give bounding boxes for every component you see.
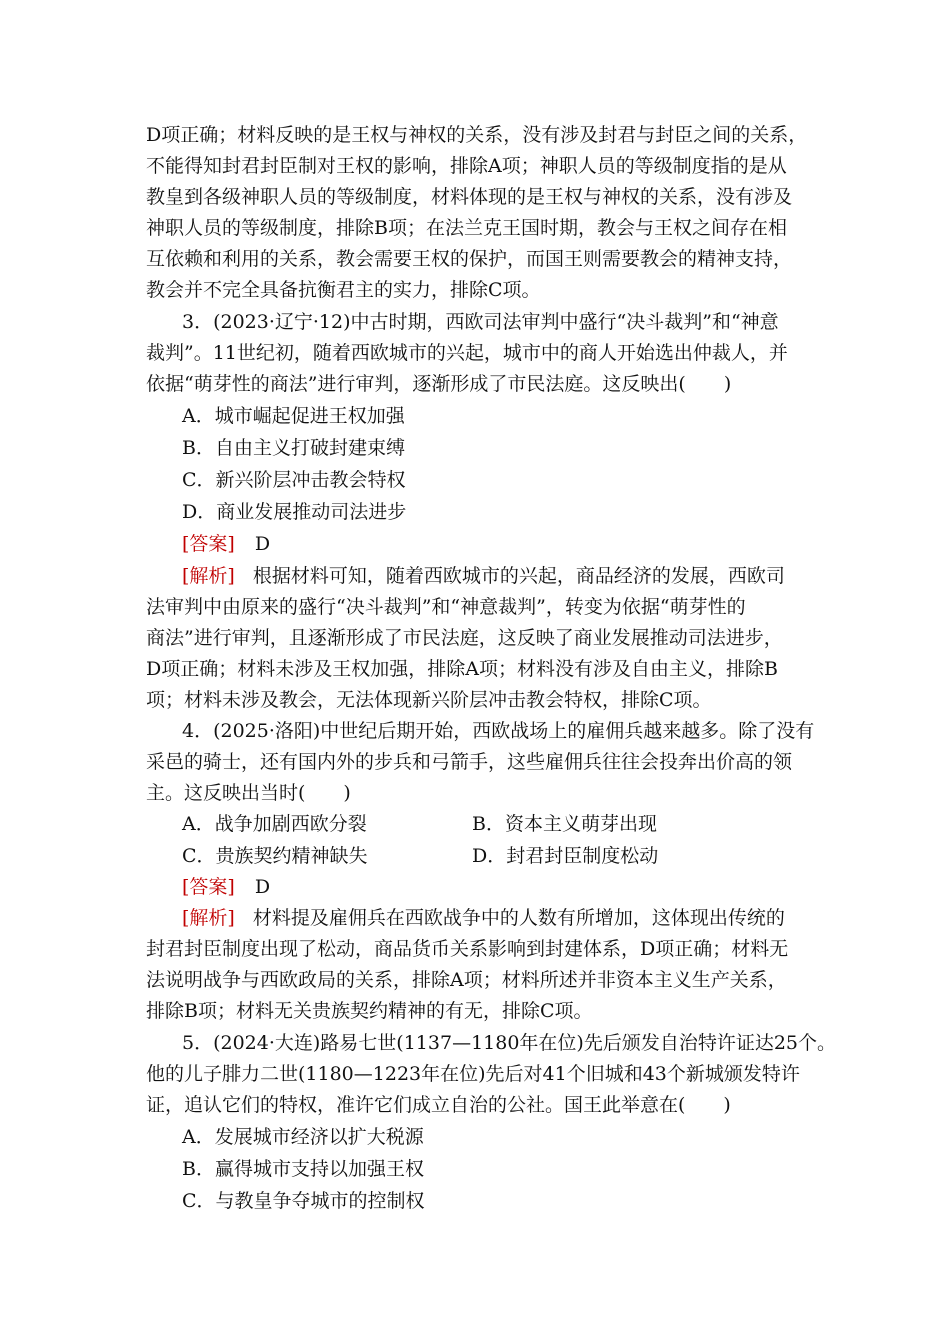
question-3-stem: 裁判”。11世纪初，随着西欧城市的兴起，城市中的商人开始选出仲裁人，并 <box>146 342 788 364</box>
option-c: C．新兴阶层冲击教会特权 <box>182 469 406 491</box>
explanation-row <box>182 905 785 931</box>
text-line: 教会并不完全具备抗衡君主的实力，排除C项。 <box>146 279 541 301</box>
explain-tag: [解析] <box>182 907 235 929</box>
text-line: D项正确；材料反映的是王权与神权的关系，没有涉及封君与封臣之间的关系， <box>146 124 808 146</box>
text-line: 排除B项；材料无关贵族契约精神的有无，排除C项。 <box>146 1000 593 1022</box>
question-4-stem: 4．(2025·洛阳)中世纪后期开始，西欧战场上的雇佣兵越来越多。除了没有 <box>182 720 815 742</box>
question-5-stem: 证，追认它们的特权，准许它们成立自治的公社。国王此举意在( ) <box>146 1094 731 1116</box>
answer-tag: [答案] <box>182 876 235 898</box>
option-b: B．赢得城市支持以加强王权 <box>182 1158 424 1180</box>
explanation-row <box>182 563 785 589</box>
text-line: 神职人员的等级制度，排除B项；在法兰克王国时期，教会与王权之间存在相 <box>146 217 787 239</box>
explain-tag: [解析] <box>182 565 235 587</box>
option-c: C．贵族契约精神缺失 <box>182 845 368 867</box>
option-d: D．商业发展推动司法进步 <box>182 501 407 523</box>
text-line: 封君封臣制度出现了松动，商品货币关系影响到封建体系，D项正确；材料无 <box>146 938 789 960</box>
question-5-stem: 5．(2024·大连)路易七世(1137—1180年在位)先后颁发自治特许证达25个。 <box>182 1032 837 1054</box>
option-b: B．资本主义萌芽出现 <box>472 813 657 835</box>
answer-value: D <box>254 876 271 898</box>
text-line: 项；材料未涉及教会，无法体现新兴阶层冲击教会特权，排除C项。 <box>146 689 712 711</box>
explanation-text: 根据材料可知，随着西欧城市的兴起，商品经济的发展，西欧司 <box>252 565 785 587</box>
answer-row <box>182 531 270 557</box>
option-b: B．自由主义打破封建束缚 <box>182 437 405 459</box>
question-4-stem: 采邑的骑士，还有国内外的步兵和弓箭手，这些雇佣兵往往会投奔出价高的领 <box>146 751 793 773</box>
option-a: A．城市崛起促进王权加强 <box>182 405 405 427</box>
text-line: 不能得知封君封臣制对王权的影响，排除A项；神职人员的等级制度指的是从 <box>146 155 787 177</box>
text-line: 商法”进行审判，且逐渐形成了市民法庭，这反映了商业发展推动司法进步， <box>146 627 783 649</box>
text-line: 法审判中由原来的盛行“决斗裁判”和“神意裁判”，转变为依据“萌芽性的 <box>146 596 746 618</box>
question-3-stem: 依据“萌芽性的商法”进行审判，逐渐形成了市民法庭。这反映出( ) <box>146 373 732 395</box>
option-d: D．封君封臣制度松动 <box>472 845 659 867</box>
question-4-stem: 主。这反映出当时( ) <box>146 782 351 804</box>
option-a: A．战争加剧西欧分裂 <box>182 813 367 835</box>
text-line: D项正确；材料未涉及王权加强，排除A项；材料没有涉及自由主义，排除B <box>146 658 778 680</box>
option-a: A．发展城市经济以扩大税源 <box>182 1126 424 1148</box>
question-3-stem: 3．(2023·辽宁·12)中古时期，西欧司法审判中盛行“决斗裁判”和“神意 <box>182 311 779 333</box>
text-line: 互依赖和利用的关系，教会需要王权的保护，而国王则需要教会的精神支持， <box>146 248 793 270</box>
text-line: 教皇到各级神职人员的等级制度，材料体现的是王权与神权的关系，没有涉及 <box>146 186 793 208</box>
option-c: C．与教皇争夺城市的控制权 <box>182 1190 425 1212</box>
text-line: 法说明战争与西欧政局的关系，排除A项；材料所述并非资本主义生产关系， <box>146 969 787 991</box>
answer-value: D <box>254 533 271 555</box>
explanation-text: 材料提及雇佣兵在西欧战争中的人数有所增加，这体现出传统的 <box>252 907 785 929</box>
question-5-stem: 他的儿子腓力二世(1180—1223年在位)先后对41个旧城和43个新城颁发特许 <box>146 1063 800 1085</box>
answer-row <box>182 874 270 900</box>
answer-tag: [答案] <box>182 533 235 555</box>
